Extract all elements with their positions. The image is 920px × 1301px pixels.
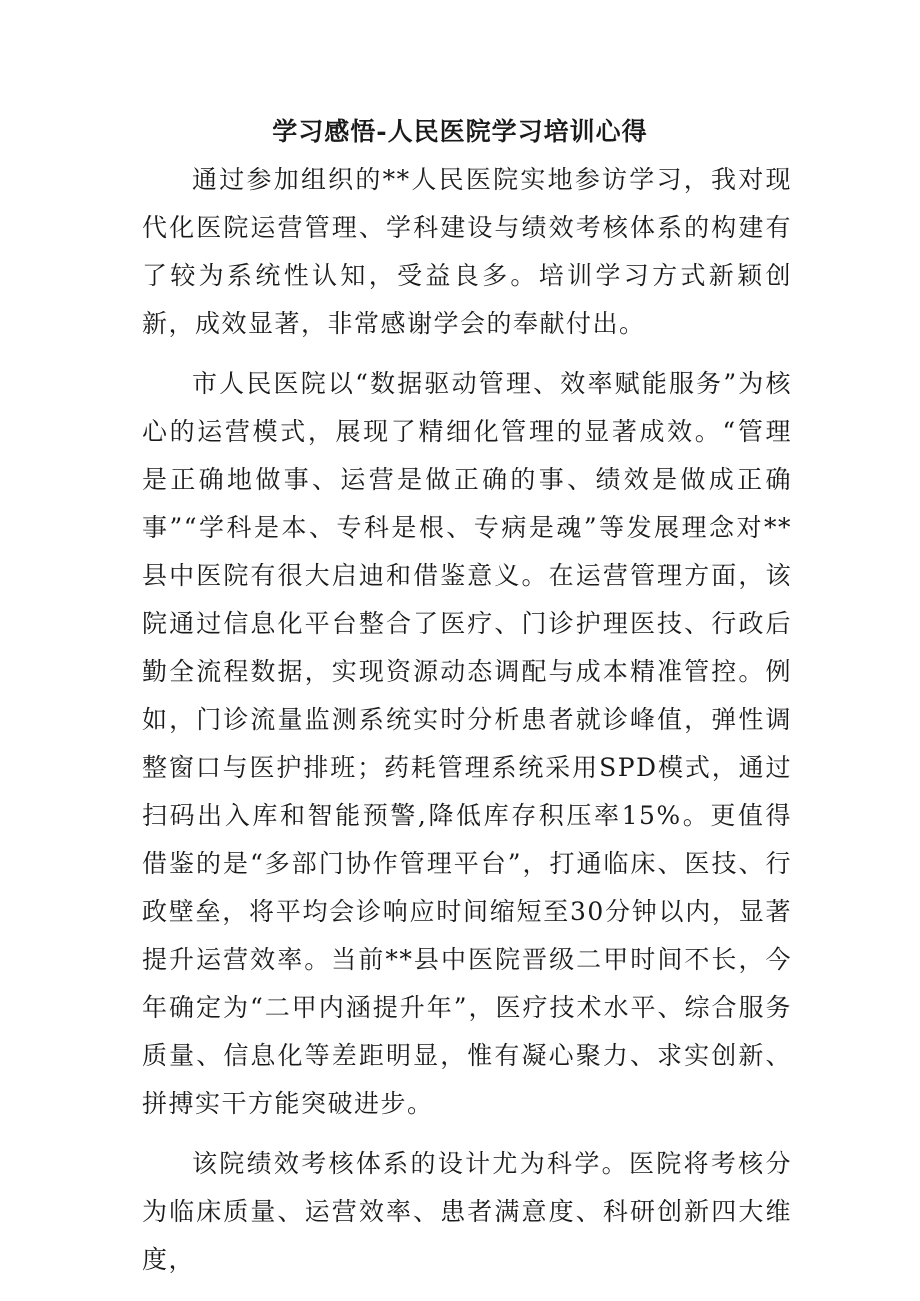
paragraph-2: 市人民医院以“数据驱动管理、效率赋能服务”为核心的运营模式，展现了精细化管理的显著成效。“管理是正确地做事、运营是做正确的事、绩效是做成正确事”“学科是本、专科是根、专病是魂”等发展理念对**县中医院有很大启迪和借鉴意义。在运营管理方面，该院通过信息化平台整合了医疗、门诊护理医技、行政后勤全流程数据，实现资源动态调配与成本精准管控。例如，门诊流量监测系统实时分析患者就诊峰值，弹性调整窗口与医护排班；药耗管理系统采用SPD模式，通过扫码出入库和智能预警,降低库存积压率15%。更值得借鉴的是“多部门协作管理平台”，打通临床、医技、行政壁垒，将平均会诊响应时间缩短至30分钟以内，显著提升运营效率。当前**县中医院晋级二甲时间不长，今年确定为“二甲内涵提升年”，医疗技术水平、综合服务质量、信息化等差距明显，惟有凝心聚力、求实创新、拼搏实干方能突破进步。	[142, 369, 792, 1118]
paragraph-3: 该院绩效考核体系的设计尤为科学。医院将考核分为临床质量、运营效率、患者满意度、科研创新四大维度，	[142, 1149, 792, 1274]
document-body	[142, 156, 792, 1296]
paragraph-1: 通过参加组织的**人民医院实地参访学习，我对现代化医院运营管理、学科建设与绩效考核体系的构建有了较为系统性认知，受益良多。培训学习方式新颖创新，成效显著，非常感谢学会的奉献付出。	[142, 165, 792, 338]
document-title: 学习感悟-人民医院学习培训心得	[272, 117, 648, 146]
